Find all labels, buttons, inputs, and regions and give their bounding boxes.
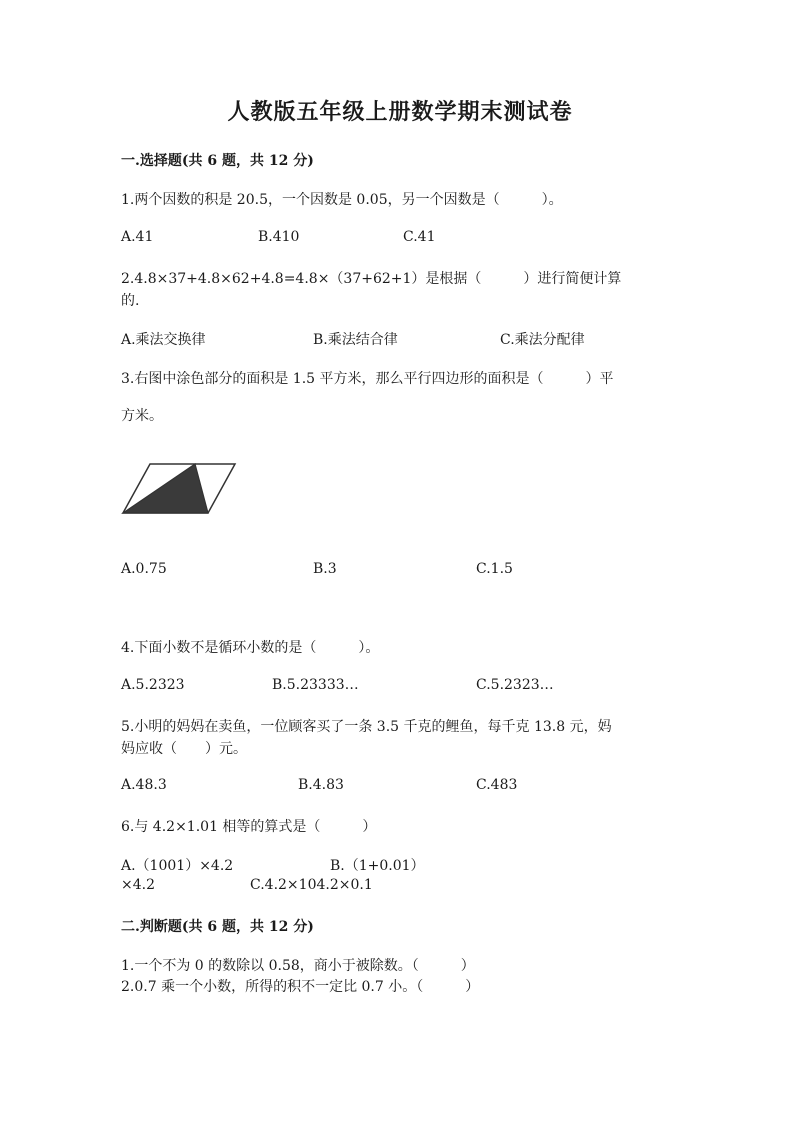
- parallelogram-figure: [120, 460, 240, 520]
- question-3-option-b: B.3: [313, 561, 337, 577]
- judgement-question-1: 1.一个不为 0 的数除以 0.58，商小于被除数。（ ）: [121, 958, 475, 974]
- question-3-stem: 3.右图中涂色部分的面积是 1.5 平方米，那么平行四边形的面积是（ ）平: [121, 371, 614, 387]
- question-4-option-a: A.5.2323: [121, 677, 185, 693]
- question-5-option-c: C.483: [476, 777, 518, 793]
- question-1-option-a: A.41: [121, 229, 154, 245]
- section-heading-choice: 一.选择题(共 6 题，共 12 分): [121, 153, 314, 169]
- question-5-option-b: B.4.83: [298, 777, 344, 793]
- question-6-option-b: B.（1+0.01）: [330, 858, 425, 874]
- question-6-option-b-continued: ×4.2: [121, 877, 155, 893]
- question-2-option-b: B.乘法结合律: [313, 332, 398, 348]
- question-5-option-a: A.48.3: [121, 777, 167, 793]
- question-1-option-c: C.41: [403, 229, 436, 245]
- question-2-option-c: C.乘法分配律: [500, 332, 585, 348]
- question-1-option-b: B.410: [258, 229, 300, 245]
- question-3-option-a: A.0.75: [121, 561, 167, 577]
- question-6-option-a: A.（1001）×4.2: [121, 858, 234, 874]
- question-4-option-b: B.5.23333…: [272, 677, 359, 693]
- question-2-stem: 2.4.8×37+4.8×62+4.8=4.8×（37+62+1）是根据（ ）进行简便计算: [121, 271, 622, 287]
- question-3-option-c: C.1.5: [476, 561, 513, 577]
- question-6-stem: 6.与 4.2×1.01 相等的算式是（ ）: [121, 819, 377, 835]
- question-2-stem-continued: 的.: [121, 293, 140, 309]
- question-4-option-c: C.5.2323…: [476, 677, 554, 693]
- question-4-stem: 4.下面小数不是循环小数的是（ ）。: [121, 640, 380, 656]
- question-5-stem: 5.小明的妈妈在卖鱼，一位顾客买了一条 3.5 千克的鲤鱼，每千克 13.8 元，妈: [121, 719, 612, 735]
- question-5-stem-continued: 妈应收（ ）元。: [121, 741, 247, 757]
- section-heading-judgement: 二.判断题(共 6 题，共 12 分): [121, 919, 314, 935]
- judgement-question-2: 2.0.7 乘一个小数，所得的积不一定比 0.7 小。（ ）: [121, 979, 480, 995]
- question-6-option-c: C.4.2×104.2×0.1: [250, 877, 373, 893]
- question-3-stem-continued: 方米。: [121, 408, 163, 424]
- question-2-option-a: A.乘法交换律: [121, 332, 206, 348]
- page-title: 人教版五年级上册数学期末测试卷: [227, 99, 573, 125]
- question-1-stem: 1.两个因数的积是 20.5，一个因数是 0.05，另一个因数是（ ）。: [121, 192, 563, 208]
